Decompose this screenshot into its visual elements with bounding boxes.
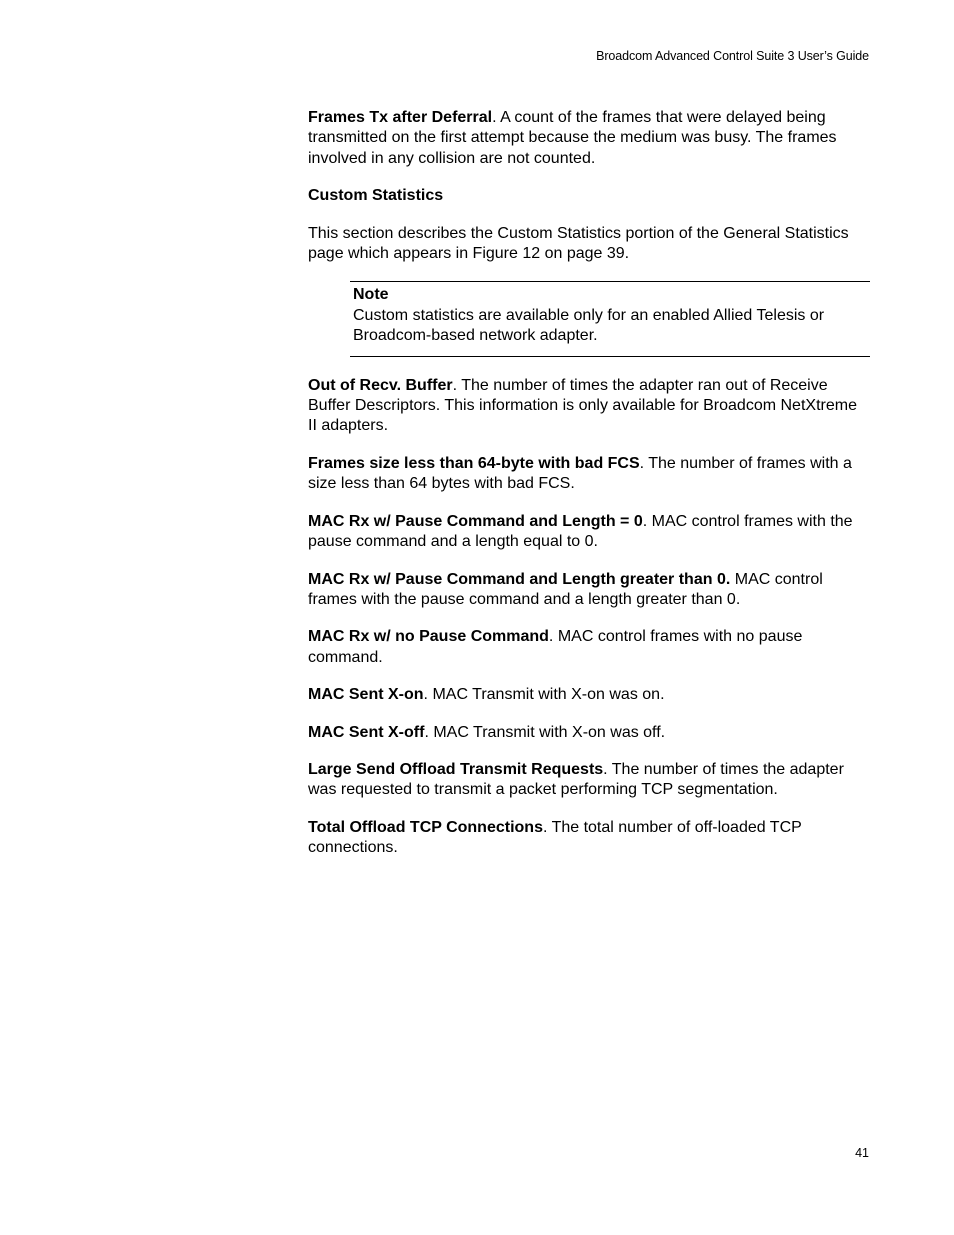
definition-mac-sent-x-on <box>308 685 870 705</box>
page-content <box>308 108 870 876</box>
definition-term: Frames Tx after Deferral <box>308 109 493 126</box>
definition-description: . The number of times the adapter was requested to transmit a packet performing TCP segmentation. <box>308 760 844 799</box>
section-heading: Custom Statistics <box>308 187 444 205</box>
definition-mac-rx-pause-length-zero <box>308 512 870 553</box>
note-title: Note <box>353 286 389 304</box>
definition-term: MAC Rx w/ Pause Command and Length = 0 <box>308 512 643 530</box>
definition-description: . The number of times the adapter ran out of Receive Buffer Descriptors. This information is only available for Broadcom NetXtreme II adapters. <box>308 376 857 435</box>
definition-term: Total Offload TCP Connections <box>308 818 543 836</box>
definition-out-of-recv-buffer <box>308 376 870 437</box>
definition-description: . MAC control frames with the pause command and a length equal to 0. <box>308 512 853 551</box>
definition-description: . The total number of off-loaded TCP connections. <box>308 818 802 857</box>
definition-description: . A count of the frames that were delayed being transmitted on the first attempt because the medium was busy. The frames involved in any collision are not counted. <box>308 109 837 167</box>
definition-description: MAC control frames with the pause command and a length greater than 0. <box>308 570 823 608</box>
page-number: 41 <box>855 1146 869 1160</box>
definition-total-offload-tcp <box>308 818 870 859</box>
note-box <box>350 281 870 356</box>
definition-description: . MAC Transmit with X-on was on. <box>423 686 665 704</box>
definition-term: Large Send Offload Transmit Requests <box>308 760 604 778</box>
definition-frames-size-less-than-64-byte <box>308 454 870 495</box>
definition-large-send-offload <box>308 760 870 801</box>
definition-term: MAC Sent X-off <box>308 723 425 741</box>
definition-mac-rx-no-pause <box>308 627 870 668</box>
running-header: Broadcom Advanced Control Suite 3 User’s Guide <box>596 49 869 63</box>
definition-description: . MAC control frames with no pause command. <box>308 628 803 666</box>
note-body: Custom statistics are available only for an enabled Allied Telesis or Broadcom-based network adapter. <box>353 306 825 345</box>
definition-term: Frames size less than 64-byte with bad FCS <box>308 454 640 472</box>
definition-description: . MAC Transmit with X-on was off. <box>424 723 666 741</box>
definition-term: MAC Rx w/ Pause Command and Length greater than 0. <box>308 570 731 588</box>
definition-mac-rx-pause-length-greater <box>308 570 870 611</box>
definition-term: MAC Rx w/ no Pause Command <box>308 628 549 646</box>
definition-description: . The number of frames with a size less than 64 bytes with bad FCS. <box>308 454 852 493</box>
definition-frames-tx-after-deferral <box>308 108 870 169</box>
definition-term: Out of Recv. Buffer <box>308 376 453 394</box>
definition-term: MAC Sent X-on <box>308 686 424 704</box>
definition-mac-sent-x-off <box>308 723 870 743</box>
section-description: This section describes the Custom Statistics portion of the General Statistics page which appears in Figure 12 on page 39. <box>308 224 849 263</box>
